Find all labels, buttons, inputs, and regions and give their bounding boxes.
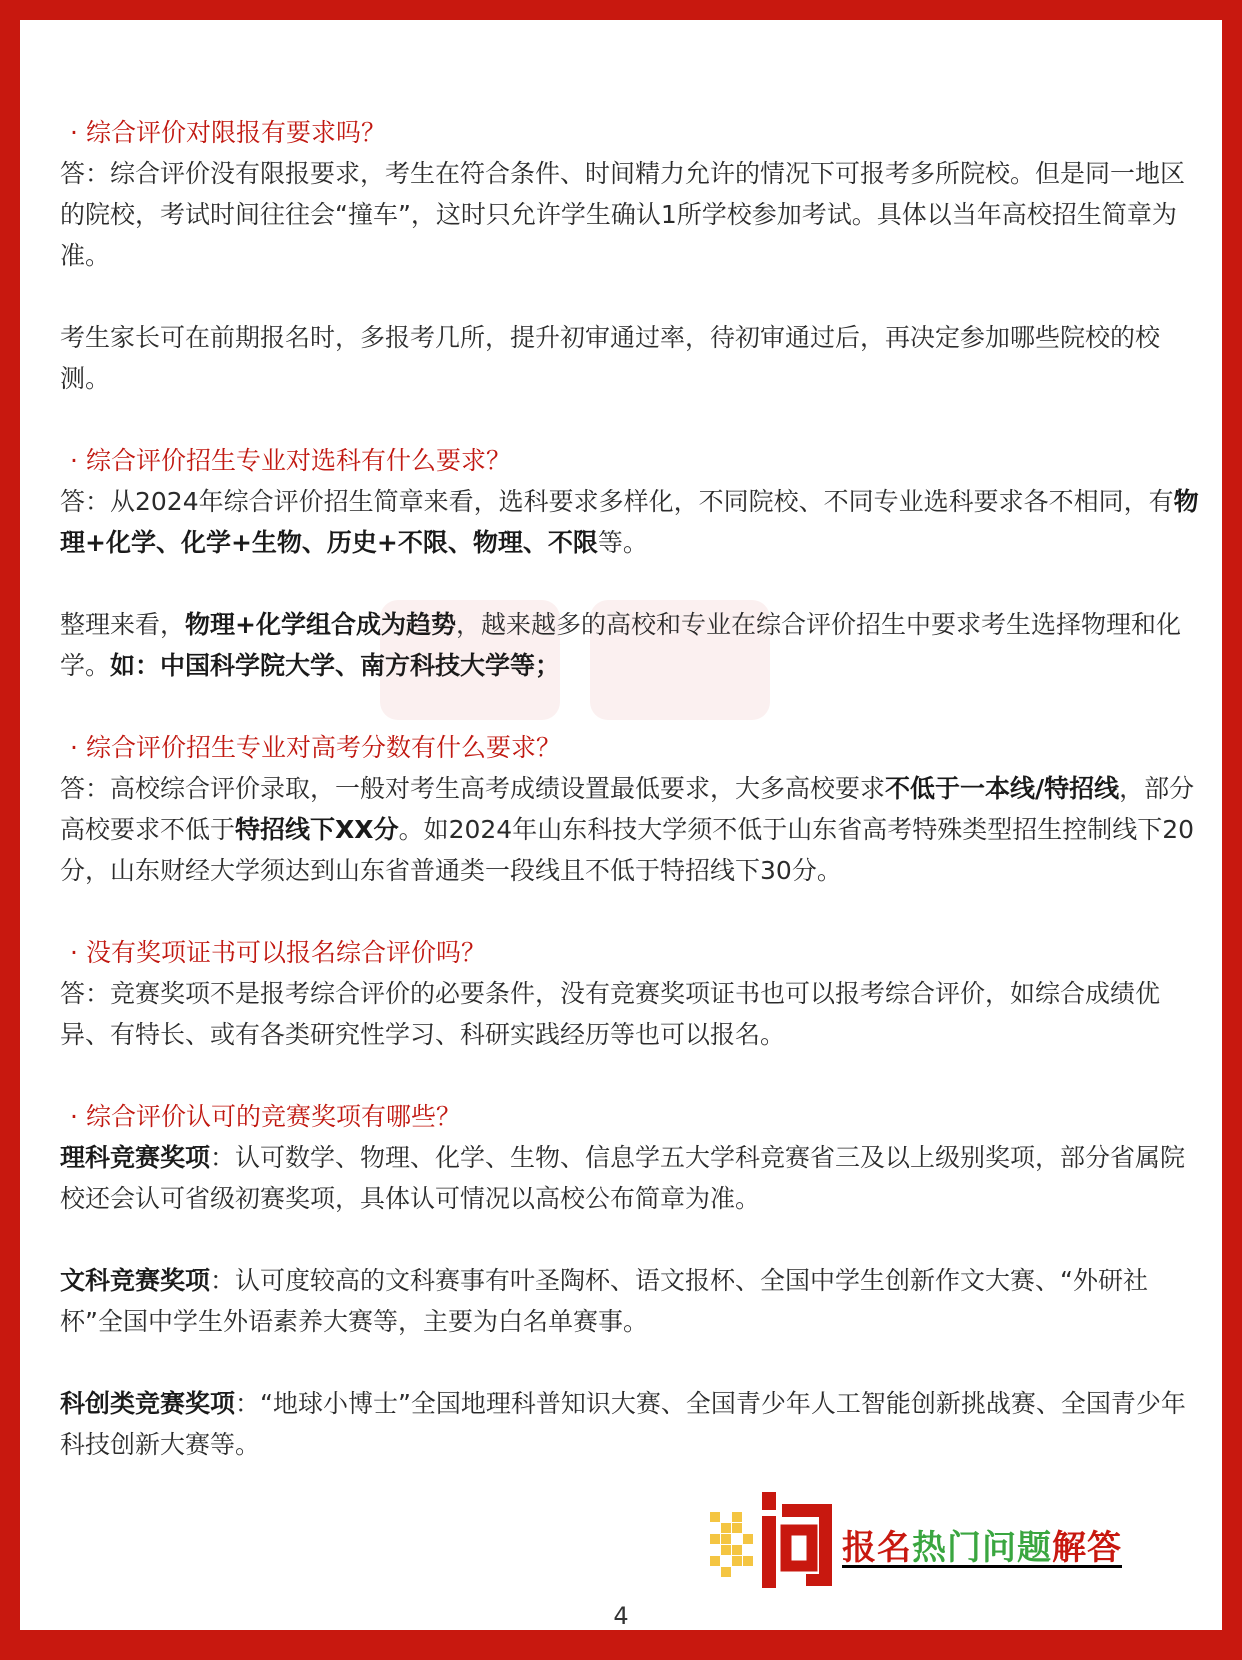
tagline-segment: 问题: [982, 1528, 1052, 1568]
answer-text: 整理来看，: [60, 610, 186, 639]
faq-answer-paragraph: [60, 153, 1200, 276]
bold-text: 理科竞赛奖项: [60, 1143, 211, 1172]
section-gap: [60, 1055, 1200, 1096]
bullet-dot-icon: ·: [70, 118, 78, 147]
paragraph-gap: [60, 1219, 1200, 1260]
document-page: [20, 20, 1222, 1630]
wen-logo-icon: [758, 1490, 836, 1590]
bullet-dot-icon: ·: [70, 733, 78, 762]
bullet-dot-icon: ·: [70, 446, 78, 475]
answer-text: 。如2024年山东科技大学须不低于山东省高考特殊类型招生控制线下20分，山东财经大学须达到山东省普通类一段线且不低于特招线下30分。: [60, 815, 1195, 885]
faq-question-text: 综合评价认可的竞赛奖项有哪些？: [85, 1102, 461, 1131]
answer-text: 答：综合评价没有限报要求，考生在符合条件、时间精力允许的情况下可报考多所院校。但是同一地区的院校，考试时间往往会“撞车”，这时只允许学生确认1所学校参加考试。具体以当年高校招生简章为准。: [60, 159, 1186, 270]
bold-text: 物理+化学、化学+生物、历史+不限、物理、不限: [60, 487, 1199, 557]
paragraph-gap: [60, 1342, 1200, 1383]
mosaic-tile: [743, 1534, 753, 1544]
bold-text: 科创类竞赛奖项: [60, 1389, 236, 1418]
mosaic-tile: [743, 1556, 753, 1566]
faq-answer-paragraph: [60, 1137, 1200, 1219]
mosaic-tile: [721, 1567, 731, 1577]
answer-text: ，越来越多的高校和专业在综合评价招生中要求考生选择物理和化学。: [60, 610, 1181, 680]
bold-text: 不低于一本线/特招线: [885, 774, 1120, 803]
footer-logo: [710, 1490, 1180, 1600]
mosaic-tile: [732, 1545, 742, 1555]
paragraph-gap: [60, 276, 1200, 317]
bullet-dot-icon: ·: [70, 1102, 78, 1131]
faq-question: [60, 440, 1200, 481]
faq-answer-paragraph: [60, 1383, 1200, 1465]
faq-question-text: 综合评价招生专业对选科有什么要求？: [85, 446, 511, 475]
faq-answer-paragraph: [60, 481, 1200, 563]
mosaic-tile: [721, 1545, 731, 1555]
bullet-dot-icon: ·: [70, 938, 78, 967]
bold-text: 文科竞赛奖项: [60, 1266, 211, 1295]
faq-question: [60, 932, 1200, 973]
answer-text: 答：从2024年综合评价招生简章来看，选科要求多样化，不同院校、不同专业选科要求各不相同，有: [60, 487, 1174, 516]
mosaic-tile: [721, 1523, 731, 1533]
bold-text: 物理+化学组合成为趋势: [185, 610, 456, 639]
faq-question: [60, 727, 1200, 768]
answer-text: 等。: [597, 528, 648, 557]
answer-text: ：认可数学、物理、化学、生物、信息学五大学科竞赛省三及以上级别奖项，部分省属院校还会认可省级初赛奖项，具体认可情况以高校公布简章为准。: [60, 1143, 1186, 1213]
tagline-segment: 热门: [912, 1528, 982, 1568]
section-gap: [60, 399, 1200, 440]
answer-text: 答：高校综合评价录取，一般对考生高考成绩设置最低要求，大多高校要求: [60, 774, 886, 803]
mosaic-tile: [732, 1523, 742, 1533]
mosaic-tile: [710, 1534, 720, 1544]
answer-text: ：认可度较高的文科赛事有叶圣陶杯、语文报杯、全国中学生创新作文大赛、“外研社杯”全国中学生外语素养大赛等，主要为白名单赛事。: [60, 1266, 1148, 1336]
bold-text: 如：中国科学院大学、南方科技大学等；: [110, 651, 561, 680]
faq-question: [60, 1096, 1200, 1137]
tagline-segment: 报名: [842, 1528, 912, 1568]
faq-answer-paragraph: [60, 1260, 1200, 1342]
mosaic-tile: [732, 1556, 742, 1566]
tagline-segment: 解答: [1052, 1528, 1122, 1568]
faq-answer-paragraph: [60, 973, 1200, 1055]
faq-answer-paragraph: [60, 317, 1200, 399]
mosaic-tile: [710, 1556, 720, 1566]
mosaic-icon: [710, 1512, 754, 1578]
page-number: 4: [613, 1602, 629, 1630]
answer-text: ，部分高校要求不低于: [60, 774, 1195, 844]
faq-answer-paragraph: [60, 604, 1200, 686]
mosaic-tile: [721, 1534, 731, 1544]
mosaic-tile: [732, 1512, 742, 1522]
faq-answer-paragraph: [60, 768, 1200, 891]
bold-text: 特招线下XX分: [235, 815, 399, 844]
faq-question-text: 综合评价招生专业对高考分数有什么要求？: [85, 733, 561, 762]
answer-text: ：“地球小博士”全国地理科普知识大赛、全国青少年人工智能创新挑战赛、全国青少年科技创新大赛等。: [60, 1389, 1186, 1459]
faq-question-text: 综合评价对限报有要求吗？: [85, 118, 386, 147]
answer-text: 答：竞赛奖项不是报考综合评价的必要条件，没有竞赛奖项证书也可以报考综合评价，如综合成绩优异、有特长、或有各类研究性学习、科研实践经历等也可以报名。: [60, 979, 1161, 1049]
faq-question: [60, 112, 1200, 153]
faq-question-text: 没有奖项证书可以报名综合评价吗？: [85, 938, 486, 967]
faq-content: [60, 112, 1200, 1465]
footer-tagline: [842, 1520, 1122, 1569]
paragraph-gap: [60, 563, 1200, 604]
section-gap: [60, 891, 1200, 932]
section-gap: [60, 686, 1200, 727]
answer-text: 考生家长可在前期报名时，多报考几所，提升初审通过率，待初审通过后，再决定参加哪些院校的校测。: [60, 323, 1161, 393]
mosaic-tile: [710, 1512, 720, 1522]
